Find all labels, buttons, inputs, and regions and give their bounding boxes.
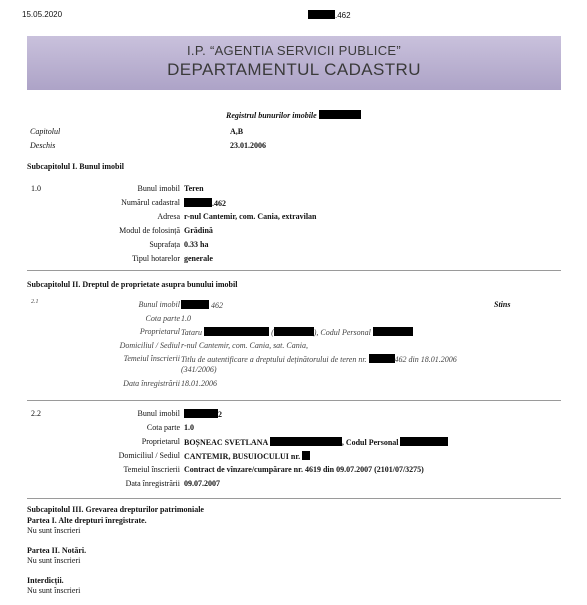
field-value: CANTEMIR, BUSUIOCULUI nr. <box>184 451 310 461</box>
part-1-text: Nu sunt înscrieri <box>27 526 81 535</box>
field-label: Data înregistrării <box>125 479 180 488</box>
field-label: Cota parte <box>146 423 180 432</box>
owner-value: BOȘNEAC SVETLANA , Codul Personal <box>184 437 448 447</box>
field-label: Bunul imobil <box>137 409 180 418</box>
print-date: 15.05.2020 <box>22 10 63 19</box>
field-label: Suprafața <box>149 240 180 249</box>
subchapter-3-title: Subcapitolul III. Grevarea drepturilor patrimoniale <box>27 505 204 514</box>
field-label: Modul de folosință <box>119 226 180 235</box>
part-2-title: Partea II. Notări. <box>27 546 87 555</box>
field-label: Proprietarul <box>141 437 180 446</box>
field-label: Data înregistrării <box>123 379 180 388</box>
field-label: Numărul cadastral <box>121 198 180 207</box>
field-value: 1.0 <box>184 423 194 432</box>
part-1-title: Partea I. Alte drepturi înregistrate. <box>27 516 147 525</box>
field-label: Proprietarul <box>139 327 180 336</box>
divider <box>27 400 561 401</box>
field-value: 09.07.2007 <box>184 479 220 488</box>
part-3-text: Nu sunt înscrieri <box>27 586 81 595</box>
basis-value: Titlu de autentificare a dreptului deținătorului de teren nr. 462 din 18.01.2006 <box>181 355 457 364</box>
cadastral-number: .462 <box>184 198 226 208</box>
field-value: 18.01.2006 <box>181 379 217 388</box>
subchapter-2-title: Subcapitolul II. Dreptul de proprietate asupra bunului imobil <box>27 280 238 289</box>
agency-name: I.P. “AGENTIA SERVICII PUBLICE” <box>187 43 401 58</box>
part-3-title: Interdicții. <box>27 576 64 585</box>
opened-value: 23.01.2006 <box>230 141 266 150</box>
basis-value-cont: (341/2006) <box>181 365 217 374</box>
field-value: 1.0 <box>181 314 191 323</box>
register-title: Registrul bunurilor imobile <box>226 110 361 120</box>
subchapter-1-title: Subcapitolul I. Bunul imobil <box>27 162 124 171</box>
field-value: Grădină <box>184 226 213 235</box>
document-number: .462 <box>308 10 351 20</box>
field-label: Cota parte <box>145 314 180 323</box>
field-label: Domiciliul / Sediul <box>119 341 180 350</box>
field-label: Domiciliul / Sediul <box>118 451 180 460</box>
field-value: Teren <box>184 184 204 193</box>
field-label: Adresa <box>157 212 180 221</box>
department-name: DEPARTAMENTUL CADASTRU <box>167 60 421 79</box>
entry-index: 2.2 <box>31 409 41 418</box>
opened-label: Deschis <box>30 141 56 150</box>
header-banner <box>27 36 561 90</box>
field-label: Temeiul înscrierii <box>123 354 180 363</box>
entry-index: 2.1 <box>31 299 39 305</box>
redaction-bar <box>308 10 335 19</box>
field-label: Tipul hotarelor <box>132 254 180 263</box>
owner-value: Tataru ( ), Codul Personal <box>181 327 413 337</box>
field-value: 2 <box>184 409 222 419</box>
chapter-value: A,B <box>230 127 244 136</box>
chapter-label: Capitolul <box>30 127 61 136</box>
status-badge: Stins <box>494 300 511 309</box>
field-label: Bunul imobil <box>137 184 180 193</box>
subchapter-1-index: 1.0 <box>31 184 41 193</box>
divider <box>27 270 561 271</box>
field-label: Bunul imobil <box>138 300 180 309</box>
field-value: r-nul Cantemir, com. Cania, sat. Cania, <box>181 341 308 350</box>
part-2-text: Nu sunt înscrieri <box>27 556 81 565</box>
divider <box>27 498 561 499</box>
field-value: r-nul Cantemir, com. Cania, extravilan <box>184 212 317 221</box>
field-label: Temeiul înscrierii <box>123 465 180 474</box>
field-value: Contract de vînzare/cumpărare nr. 4619 din 09.07.2007 (2101/07/3275) <box>184 465 424 474</box>
field-value: 462 <box>181 300 223 310</box>
field-value: generale <box>184 254 213 263</box>
field-value: 0.33 ha <box>184 240 209 249</box>
